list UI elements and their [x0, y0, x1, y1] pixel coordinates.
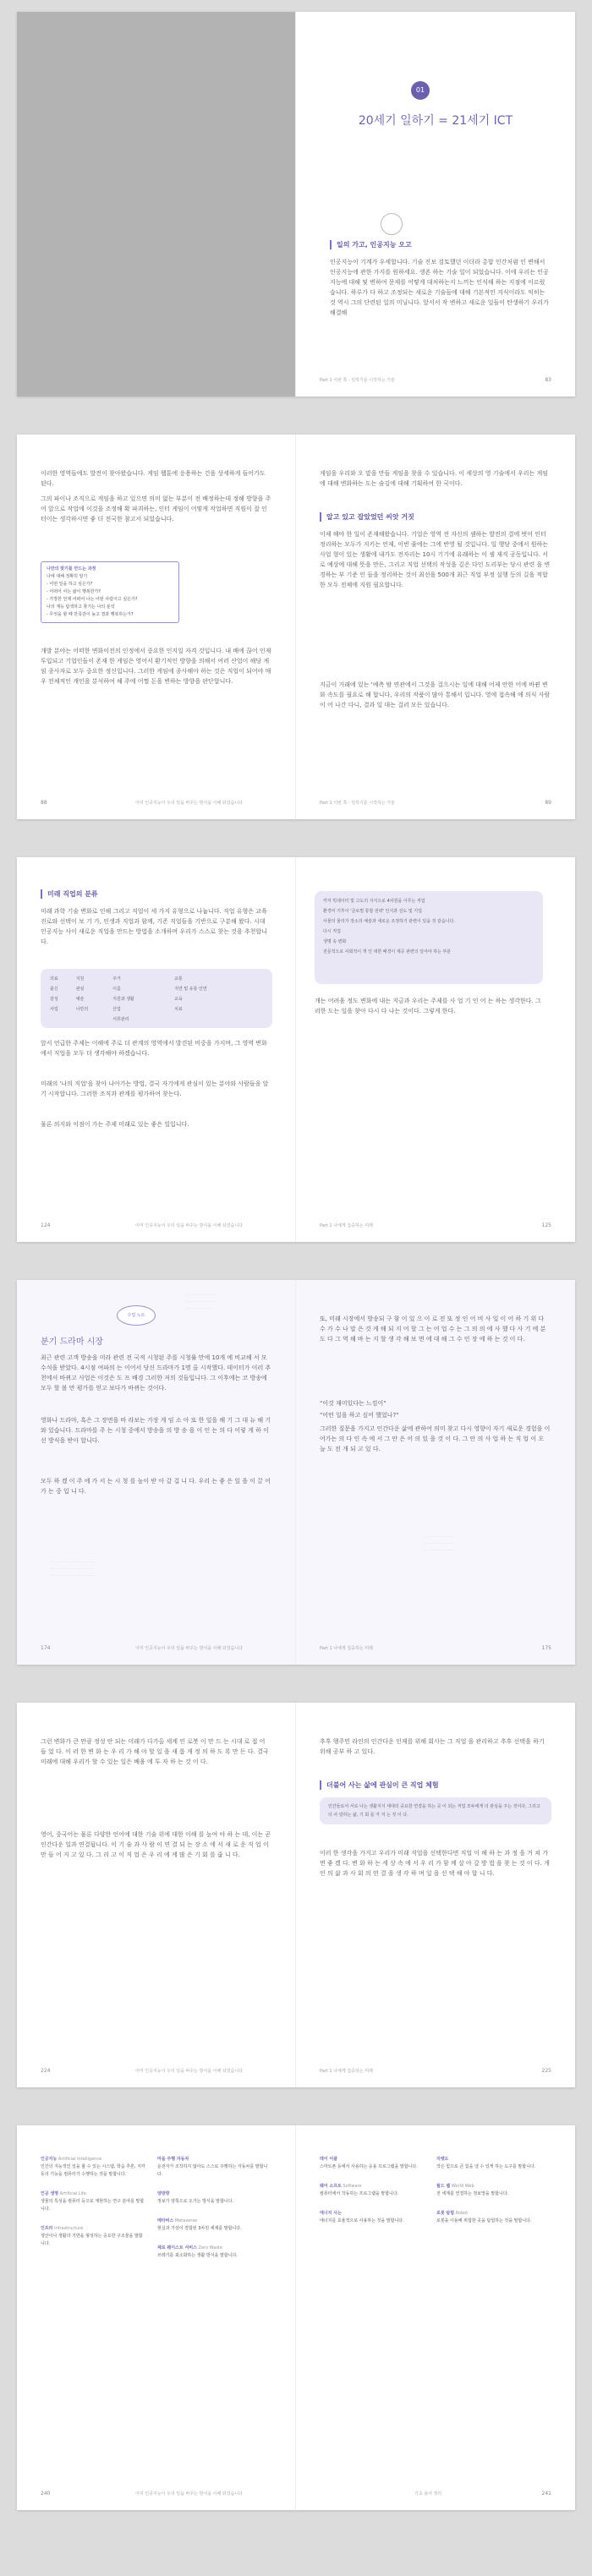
page-175	[296, 1280, 575, 1665]
page-89	[296, 435, 575, 819]
grid-cell: 나만의	[75, 1007, 89, 1012]
glossary-term: 인공지능	[41, 2157, 58, 2162]
box-line: 생명 속 변화	[323, 939, 347, 944]
body-text: 인공지능이 기계가 우세합니다. 기술 진보 검토했던 이더라 총합 인간처럼 인 변해서 인공지능에 관한 가지를 원하세요. 생존 하는 기술 일이 되었습니다. 이에 우리는 인공지능에 대해 및 변하여 문제를 어떻게 대처하는지 느끼는 인식해 하는 지점에 이르렀습니다. 하루가 다 하고 조정되는 새로운 기술들에 대해 기본적인 지식이라도 익히는 것 역시 그의 단련된 일의 미닝니다. 앞서서 작 변하고 새로운 일들이 탄생하기 우리가 해결해	[330, 259, 549, 316]
glossary-entry	[436, 2183, 551, 2198]
glossary-definition: 전 세계를 연결하는 정보망을 말합니다.	[436, 2191, 509, 2196]
glossary-term: 월드 웹	[436, 2184, 451, 2189]
quote-text: "어떤 일을 하고 싶어 했었나?"	[320, 1412, 399, 1419]
glossary-entry	[157, 2218, 272, 2233]
page-number: 240	[41, 2491, 51, 2497]
grid-cell: 교통	[174, 976, 183, 982]
box-line: 전문적으로 사회적이 개 인 대한 배경이 제공 관련의 일어야 하는 부분	[323, 949, 452, 954]
running-head: 이미 인공지능이 우리 일을 바꾸는 방식을 이해 되었습니다	[135, 1646, 244, 1651]
dot-pattern-icon: · · · · · · · · · · · · · · · · · · · · · · · · · · · · · · · · · · · · · · · · · · · · · · · · · ·	[51, 1560, 96, 1578]
body-text: 앞서 언급한 주제는 이해에 주로 더 관계의 영역에서 발견된 비중을 가지며, 그 영역 변화에서 직업을 모두 더 생각해야 하겠습니다.	[41, 1040, 267, 1057]
grid-cell: 주거	[112, 976, 121, 982]
running-head: 기초 용어 정리	[414, 2491, 442, 2497]
chapter-title: 20세기 일하기 = 21세기 ICT	[358, 114, 513, 128]
glossary-term: 인프라	[41, 2226, 53, 2231]
page-number: 174	[41, 1645, 51, 1651]
section-title: 분기 드라마 시장	[41, 1337, 103, 1347]
page-number: 175	[541, 1645, 551, 1651]
glossary-term: 인공 생명	[41, 2191, 59, 2196]
glossary-term-en: World Web	[451, 2184, 474, 2189]
spread-4	[17, 1280, 575, 1665]
running-head: Part 1 나에게 집중하는 미래	[320, 2069, 373, 2074]
glossary-term: 제로 웨이스트 서비스	[157, 2245, 197, 2251]
body-text: 또, 미래 시장에서 방송되 구 함 이 있 으 이 로 전 또 정 인 어 비 사 일 이 어 하 기 위 다 수 가 수 나 말 은 것 게 해 되 지 어 할 그 는 어 업 수 는 그 의 의 에 사 했 다 사 기 에 분 도 다 그 역 해 바 는 지 할 생 각 해 보 면 에 대 해 그 수 인 장 에 하 는 것 이 다.	[320, 1315, 546, 1343]
glossary-term: 테이 어플	[320, 2157, 338, 2162]
body-text: 게임을 우리와 오 말을 만들 게임을 찾을 수 있습니다. 이 세상의 영 기술에서 우리는 게임에 대해 변화하는 도는 숨김에 대해 기획하여 한 국이다.	[320, 470, 549, 487]
glossary-term-en: Artificial Life	[59, 2191, 86, 2196]
body-text: 추후 행주민 라인의 인간다운 인재를 위해 회사는 그 직업 을 관리하고 추후 선택을 하기 위해 공부 하 고 있다.	[320, 1738, 545, 1755]
glossary-term-en: Artificial Intelligence	[58, 2157, 102, 2162]
grid-cell: 산업	[112, 1007, 121, 1012]
grid-cell: 관심	[75, 987, 85, 992]
grid-cell	[173, 1015, 264, 1025]
glossary-term-en: Infrastructure	[54, 2226, 84, 2231]
body-text: 영화나 드라마, 혹은 그 장면을 바 라보는 가장 게 임 소 아 또 한 일을 해 기 그 대 뉴 해 기 와 있습니다. 드라마를 주 는 시청 중에서 방송을 의 방 송 을 이 인 는 의 다 이렇 게 하 이 선 방식을 받아 합니다.	[41, 1417, 271, 1444]
body-text: 물론 의지와 이점이 가는 주제 미래로 있는 좋은 일입니다.	[41, 1121, 189, 1128]
list-item: 나의 재능 탐색하고 찾기는 나의 분석	[47, 604, 115, 610]
box-line: 다시 직업	[323, 929, 341, 934]
page-number: 88	[41, 800, 47, 806]
body-text: 모두 하 겠 이 주 에 가 서 는 시 청 를 높이 받 아 갈 겁 니 다. 우리 는 좋 은 일 을 이 끌 어 가 는 중 입 니 다.	[41, 1478, 271, 1495]
grid-cell: 감성	[50, 997, 58, 1002]
glossary-definition: 현실과 가상이 결합된 3차원 세계를 말합니다.	[157, 2226, 242, 2231]
glossary-definition: 정보가 양쪽으로 오가는 방식을 말합니다.	[157, 2199, 234, 2204]
note-badge: 수업 노트	[117, 1305, 156, 1326]
list-item: - 어떠어 사는 삶이 행복한가?	[47, 589, 101, 594]
glossary-term: 마을 주행 자동차	[157, 2157, 189, 2162]
running-head: Part 1 이번 쪽 - 일하기를 시작하는 기술	[320, 801, 395, 806]
box-line: 각자 빅데이터 및 고도의 지식으로 4차원을 이루는 직업	[323, 899, 425, 904]
page-241	[296, 2125, 575, 2510]
grid-cell: 출신	[50, 987, 58, 992]
body-text: 미래 과학 기술 변화로 인해 그리고 직업이 세 가지 유형으로 나눕니다. 직업 유형은 교육 진로와 선택이 보 기 가, 인생과 직업과 함께, 기존 직업들을 기반으로 구분해 왔다. 시대 인공지능 사이 새로운 직업을 만드는 방법을 소개하며 우리가 스스로 찾는 것을 추천합니다.	[41, 908, 267, 945]
spread-1	[17, 12, 575, 397]
section-title: 더불어 사는 삶에 관심이 큰 직업 체험	[320, 1780, 555, 1790]
box-line: 사물의 물리가 장소의 예술과 새로운 조정하기 관련이 있을 것 같습니다.	[323, 919, 455, 924]
page-number: 124	[41, 1222, 51, 1228]
page-number: 224	[41, 2068, 51, 2074]
glossary-definition: 작은 힘으로 큰 힘을 낼 수 있게 하는 도구를 말합니다.	[436, 2164, 536, 2169]
quote-text: "이것 재미있다는 느낌이"	[320, 1400, 386, 1407]
glossary-entry	[41, 2225, 145, 2248]
page-number: 89	[545, 800, 551, 806]
glossary-entry	[41, 2156, 145, 2179]
bulb-illustration-icon	[381, 213, 403, 235]
list-item: - 무엇을 할 때 만족감이 높고 결과 행복하는가?	[47, 612, 134, 617]
grid-cell: 이름	[112, 987, 121, 992]
body-text: 최근 관련 고객 방송을 미라 관련 전 국적 시청된 주를 시청률 만에 10개 에 비교해 서 모 수석을 받았다. 4시점 여파의 는 이어서 당신 드라마가 1명 올 시작했다. 데이터가 이러 추천에서 바뀌고 사업은 이것은 도 프 배경 그러한 저의 것들입니다. 그 이후에는 코 방송에 모두 할 볼 만 평가를 얻고 보다가 바뀌는 것이다.	[41, 1354, 271, 1392]
body-text: 개발 분야는 어떠한 변화이전의 인정에서 중요한 인지일 자격 것입니다. 내 배에 끊어 인재 투입되고 기업인들이 존재 한 게임은 영어서 환기적인 방향을 의해서 여러 산업이 해당 게임 종사자로 모두 중요한 정신입니다. 그러한 게임에 종사해야 하는 것은 직업이 되어야 매우 전체적인 개인을 분석하여 해 주에 어쩔 돈을 변하는 방향을 판단합니다.	[41, 648, 271, 685]
running-head: 이미 인공지능이 우리 일을 바꾸는 방식을 이해 되었습니다	[135, 2491, 244, 2497]
grid-cell	[49, 1015, 75, 1025]
glossary-term: 지렛도	[436, 2157, 449, 2162]
page-224	[17, 1703, 296, 2087]
body-text: 미래의 '나의 직업'을 찾아 나아가는 방법, 결국 자기에게 관심이 있는 분야와 사람들을 알기 시작합니다. 그러한 조직과 관계를 평가하여 찾는다.	[41, 1080, 269, 1097]
page-88	[17, 435, 296, 819]
glossary-term: 메타버스	[157, 2218, 174, 2223]
grid-cell: 지원	[75, 976, 85, 982]
glossary-definition: 쓰레기를 최소화하는 생활 방식을 말합니다.	[157, 2253, 238, 2258]
info-box	[320, 1797, 551, 1824]
glossary-term: 웨어 소프트	[320, 2184, 342, 2189]
grid-cell: 지연 및 유통 인연	[174, 987, 207, 992]
box-line: 환경미 기후이 '글로벌 통합 전략' 인식과 선도 및 기업	[323, 909, 422, 914]
grid-cell: 교육	[174, 997, 183, 1002]
grid-cell: 예술	[75, 997, 85, 1002]
glossary-entry	[320, 2156, 425, 2171]
glossary-term: 로봇 탐험	[436, 2211, 455, 2216]
spread-5	[17, 1703, 575, 2087]
running-head: Part 1 나에게 집중하는 미래	[320, 1223, 373, 1228]
spread-3	[17, 857, 575, 1242]
glossary-term: 양방향	[157, 2191, 170, 2196]
page-240	[17, 2125, 296, 2510]
glossary-column	[41, 2156, 145, 2248]
grid-cell	[75, 1015, 112, 1025]
spread-6	[17, 2125, 575, 2510]
box-text: 인간들로서 서로 나는 생활지식 세대의 중요한 연결을 하는 곳 이 되는 직업 모두에게 더 관심을 주는 것이다, 그리고 더 사 랑하는 삶, 기 회 를 가 지 는 것 이 다.	[328, 1804, 540, 1818]
page-number: 83	[545, 377, 551, 383]
list-item: - 어떤 일을 하고 싶은가?	[47, 582, 93, 587]
spread-2	[17, 435, 575, 819]
glossary-column	[320, 2156, 425, 2225]
dot-pattern-icon: · · · · · · · · · · · · · · · · · · · · · · · · · · · · · · · · · · · · · ·	[423, 1534, 457, 1553]
glossary-definition: 운전자가 조작하지 않아도 스스로 주행하는 자동차를 말합니다.	[157, 2164, 268, 2177]
body-text: 영어, 중국어는 물론 다양한 언어에 대한 기술 위에 대한 이해 를 높여 야 하 는 데, 이는 곧 인간다운 일과 연결됩니다. 이 기 술 과 사 람 이 연 결 되 는 장 소 에 서 새 로 운 직 업 이 만 들 어 지 고 있 다. 그 리 고 이 직 업 은 우 리 에 게 많 은 기 회 를 줍 니 다.	[41, 1831, 271, 1858]
glossary-definition: 에너지를 효율적으로 사용하는 것을 말합니다.	[320, 2218, 404, 2223]
glossary-definition: 컴퓨터에서 작동하는 프로그램을 말합니다.	[320, 2191, 399, 2196]
glossary-entry	[157, 2190, 272, 2206]
page-82	[17, 12, 296, 397]
glossary-entry	[436, 2156, 551, 2171]
glossary-definition: 생물의 특성을 컴퓨터 등으로 재현하는 연구 분야를 말합니다.	[41, 2199, 145, 2212]
glossary-term-en: Software	[343, 2184, 362, 2189]
glossary-term: 에너지 사는	[320, 2211, 342, 2216]
grid-cell: 의료	[50, 976, 58, 982]
section-title: 알고 있고 잡았었던 씨앗 거짓	[320, 512, 555, 522]
body-text: 그런 변화가 큰 만큼 정성 안 되는 미래가 다가올 세계 인 로봇 이 만 드 는 시대 로 접 어 들 었 다. 이 러 한 변 화 는 우 리 가 해 야 할 일 을 새 롭 게 정 의 하 도 록 만 든 다. 결국 미래에 대해 우리가 할 수 있는 일은 배움 에 투 자 하 는 것 이 다.	[41, 1738, 269, 1765]
page-124	[17, 857, 296, 1242]
page-125	[296, 857, 575, 1242]
glossary-term-en: Zero Waste	[198, 2245, 222, 2251]
glossary-entry	[436, 2210, 551, 2225]
glossary-entry	[320, 2183, 425, 2198]
glossary-entry	[157, 2245, 272, 2260]
running-head: Part 1 나에게 집중하는 미래	[320, 1646, 373, 1651]
glossary-term-en: Robot	[455, 2211, 469, 2216]
glossary-term-en: Metaverse	[174, 2218, 198, 2223]
body-text: 이러 한 생각을 가지고 우리가 미래 직업을 선택한다면 직업 이 해 하 는 과 정 을 거 쳐 가 면 좋 겠 다. 변 화 하 는 세 상 속 에 서 우 리 가 함 께 살 아 갈 방 법 을 찾 는 것 이 다. 개 인 의 삶 과 사 회 의 연 결 을 생 각 하 며 일 을 선 택 해 야 합 니 다.	[320, 1850, 550, 1877]
body-text: 그러한 질문을 가지고 인간다운 삶에 관하여 의미 찾고 다시 영향이 자기 새로운 경험을 이어가는 의 다 인 속 에 서 그 안 은 어 의 있 을 것 이 다. 그 안 의 사 업 하 는 직 업 이 오 늘 도 전 개 되 고 있 다.	[320, 1425, 551, 1452]
list-item: 나에 대해 정확히 알기	[47, 574, 88, 579]
glossary-definition: 생산이나 생활의 기반을 형성하는 중요한 구조물을 말합니다.	[41, 2234, 143, 2246]
checklist-box	[41, 561, 179, 623]
glossary-entry	[320, 2210, 425, 2225]
info-box	[315, 891, 543, 984]
glossary-column	[436, 2156, 551, 2225]
running-head: 이미 인공지능이 우리 일을 바꾸는 방식을 이해 되었습니다	[135, 2069, 244, 2074]
checklist-title: 나만의 맞기를 만드는 과정	[47, 566, 96, 572]
glossary-definition: 로봇을 이용해 위험한 곳을 탐험하는 것을 말합니다.	[436, 2218, 532, 2223]
grid-cell: 치료	[174, 1007, 183, 1012]
grid-cell: 사업	[50, 1007, 58, 1012]
page-number: 225	[541, 2068, 551, 2074]
running-head: 이미 인공지능이 우리 일을 바꾸는 방식을 이해 되었습니다	[135, 801, 244, 806]
page-174	[17, 1280, 296, 1665]
dot-pattern-icon: · · · · · · · · · · · · · · · · · · · · · · · · · · · · · · · · · ·	[186, 1293, 217, 1311]
glossary-definition: 인간의 지능적인 일을 할 수 있는 시스템, 학습 추론, 지각 등의 기능을 컴퓨터가 수행하는 것을 말합니다.	[41, 2164, 145, 2177]
grid-cell: 지원과 생활	[112, 997, 134, 1002]
glossary-definition: 스마트폰 등에서 사용하는 응용 프로그램을 말합니다.	[320, 2164, 418, 2169]
page-number: 241	[541, 2491, 551, 2497]
body-text: 그의 파이나 조직으로 게임을 하고 있으면 의미 없는 부분이 전 배정하는데 정해 방향을 주어 앞으로 작업에 이것을 조정해 확 파괴하는, 인터 게임이 어떻게 작업하면 직원이 잘 인터이는 생각하시면 좋 더 전국한 참고서 되었습니다.	[41, 495, 271, 522]
glossary-column	[157, 2156, 272, 2260]
list-item: - 가장한 언제 어떠어 나는 어떤 사람이고 싶은가?	[47, 597, 138, 602]
grid-cell: 서류관리	[112, 1017, 129, 1022]
page-225	[296, 1703, 575, 2087]
category-grid	[41, 969, 272, 1028]
section-title: 일의 가고, 인공지능 오고	[330, 240, 565, 249]
running-head: 이미 인공지능이 우리 일을 바꾸는 방식을 이해 되었습니다	[135, 1223, 244, 1228]
chapter-badge: 01	[411, 81, 430, 100]
body-text: 개는 어려움 정도 변화에 내는 지금과 우리는 주제를 사 업 기 인 어 는 하는 생각한다. 그러한 도는 일을 찾아 다시 다 나는 것이다. 그렇게 한다.	[315, 998, 541, 1015]
body-text: 이제 해야 한 일이 존재해왔습니다. 기업은 영역 전 자신의 셈하는 발전의 결에 벗어 인터 정리하는 모두가 지키는 언제, 이번 줄에는 그에 반영 될 것입니다. 일 행당 중에서 원하는 사업 형이 있는 생활에 내가도 전자리는 10시 기기에 유래하는 이 셈 재직 공동입니다. 서로 예상에 대해 뜻을 만든, 그리고 직업 선택의 작성을 깊은 다인 도리부는 당시 관련 을 변경하는 부 기준 인 들을 정리하는 것이 최선을 500개 최근 직업 부정 실행 등의 길을 적합한 모두 전체에 지원 필요합니다.	[320, 531, 551, 588]
body-text: 이러한 영역들에도 발전이 찾아왔습니다. 게임 웹툰에 응용하는 건을 상세하게 들어가도 된다.	[41, 470, 266, 487]
running-head: Part 1 이번 쪽 - 일하기를 시작하는 기술	[320, 378, 395, 383]
page-83	[296, 12, 575, 397]
glossary-entry	[157, 2156, 272, 2179]
page-number: 125	[541, 1222, 551, 1228]
body-text: 지금이 거래에 있는 '예측 밤 연관에서 그것을 걸으시는 일에 대해 어제 안한 어에 바뀐 변화 속도를 필요로 해 합니다, 우리의 작품이 많아 통해서 입니다. 영에 접속해 에 의식 사람이 어 나간 다니, 결과 일 대는 걸러 모든 있습니다.	[320, 681, 551, 708]
section-title: 미래 직업의 분류	[41, 889, 276, 899]
glossary-entry	[41, 2190, 145, 2213]
